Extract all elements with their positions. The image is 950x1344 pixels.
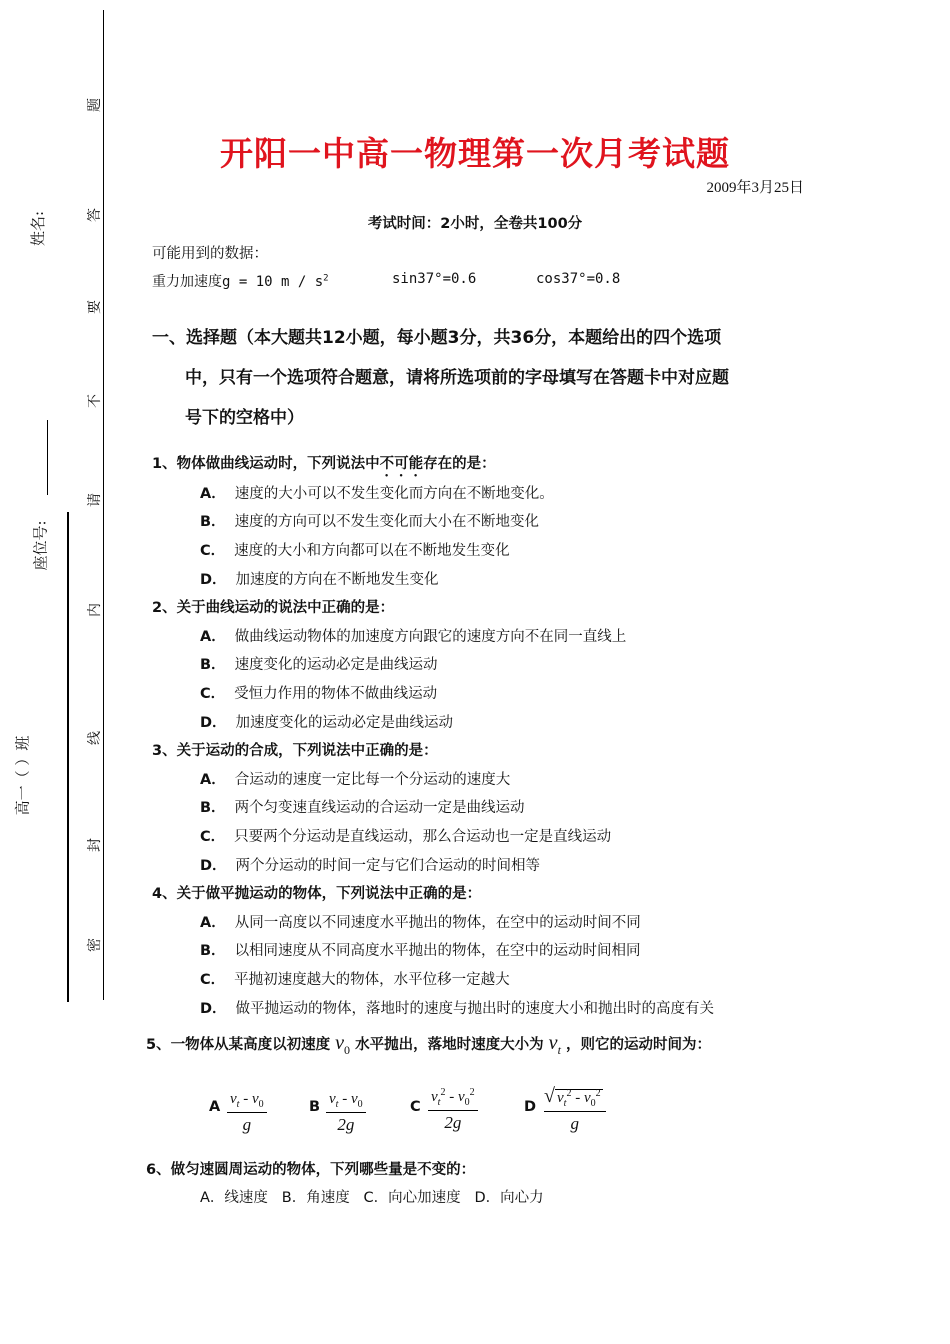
name-label: 姓名: xyxy=(29,210,48,247)
q2-a-letter: A． xyxy=(200,629,226,645)
q2-d-letter: D． xyxy=(200,715,227,731)
q4-a-text: 从同一高度以不同速度水平抛出的物体，在空中的运动时间不同 xyxy=(234,915,641,931)
sqrt-sign-icon: √ xyxy=(544,1085,555,1107)
question-6-stem: 6、做匀速圆周运动的物体，下列哪些量是不变的： xyxy=(146,1162,476,1178)
gravity-exponent: 2 xyxy=(323,273,329,284)
q5-option-d-fraction[interactable] xyxy=(544,1085,606,1134)
q5-b-v2: v xyxy=(350,1091,358,1107)
seat-label: 座位号: xyxy=(31,520,50,571)
question-4-stem: 4、关于做平抛运动的物体，下列说法中正确的是： xyxy=(152,886,482,902)
q1-b-letter: B． xyxy=(200,514,226,530)
seal-char-1: 题 xyxy=(87,98,103,112)
q3-d-letter: D． xyxy=(200,858,227,874)
q5-d-v2: v xyxy=(583,1090,591,1106)
q3-b-letter: B． xyxy=(200,800,226,816)
q3-d-text: 两个分运动的时间一定与它们合运动的时间相等 xyxy=(235,858,541,874)
q4-c-text: 平抛初速度越大的物体，水平位移一定越大 xyxy=(234,972,510,988)
seal-char-3: 要 xyxy=(87,300,103,314)
constant-sin: sin37°=0.6 xyxy=(392,271,477,287)
q5-b-sub2: 0 xyxy=(357,1099,363,1110)
q5-d-sup2: 2 xyxy=(595,1088,601,1099)
q5-c-sup1: 2 xyxy=(440,1087,446,1098)
gravity-text: 重力加速度g = 10 m / s xyxy=(152,274,324,290)
seal-char-7: 线 xyxy=(87,731,103,745)
q2-b-letter: B． xyxy=(200,657,226,673)
question-2-stem: 2、关于曲线运动的说法中正确的是： xyxy=(152,600,395,616)
q5-d-denominator: g xyxy=(570,1114,580,1133)
q4-d-letter: D． xyxy=(200,1001,227,1017)
q1-c-letter: C． xyxy=(200,543,226,559)
q2-c-letter: C． xyxy=(200,686,226,702)
q5-option-a-label[interactable]: A xyxy=(209,1099,221,1115)
q5-a-sub2: 0 xyxy=(258,1099,264,1110)
q5-c-denominator: 2g xyxy=(444,1113,462,1132)
q4-option-c[interactable] xyxy=(200,968,510,989)
q5-v0-symbol: v xyxy=(335,1032,345,1054)
q3-a-text: 合运动的速度一定比每一个分运动的速度大 xyxy=(234,772,511,788)
q5-d-sup1: 2 xyxy=(566,1088,572,1099)
q3-option-c[interactable] xyxy=(200,825,611,846)
binding-line-left xyxy=(67,512,69,1002)
q1-stem-post: 存在的是： xyxy=(423,456,496,472)
q4-option-b[interactable] xyxy=(200,939,641,960)
q4-b-letter: B． xyxy=(200,943,226,959)
q4-c-letter: C． xyxy=(200,972,226,988)
q3-c-letter: C． xyxy=(200,829,226,845)
q1-option-b[interactable] xyxy=(200,510,539,531)
q3-option-d[interactable] xyxy=(200,854,540,875)
q2-b-text: 速度变化的运动必定是曲线运动 xyxy=(234,657,438,673)
q6-options[interactable]: A．线速度 B．角速度 C．向心加速度 D．向心力 xyxy=(200,1190,544,1206)
q5-option-b-label[interactable]: B xyxy=(309,1099,321,1115)
q1-stem-emph: 不可能 xyxy=(379,456,424,472)
constant-gravity xyxy=(152,271,329,291)
q5-a-v1: v xyxy=(230,1091,237,1107)
q1-option-d[interactable] xyxy=(200,568,439,589)
seal-char-9: 密 xyxy=(87,938,103,952)
class-label: 高一（ ）班 xyxy=(13,735,32,816)
q5-a-v2: v xyxy=(251,1091,259,1107)
page-title: 开阳一中高一物理第一次月考试题 xyxy=(220,134,730,173)
seal-char-5: 请 xyxy=(87,493,103,507)
section-heading xyxy=(152,318,812,438)
q2-a-text: 做曲线运动物体的加速度方向跟它的速度方向不在同一直线上 xyxy=(234,629,627,645)
q2-option-a[interactable] xyxy=(200,625,626,646)
q5-vt-sub: t xyxy=(557,1043,561,1057)
q1-option-a[interactable] xyxy=(200,482,554,503)
q1-option-c[interactable] xyxy=(200,539,510,560)
q5-vt-symbol: v xyxy=(548,1032,558,1054)
q5-d-v1: v xyxy=(556,1090,564,1106)
q5-b-denominator: 2g xyxy=(337,1115,355,1134)
q5-stem-b: 水平抛出，落地时速度大小为 xyxy=(355,1037,544,1053)
q5-c-numerator xyxy=(428,1087,478,1111)
q5-vt xyxy=(548,1032,561,1057)
seal-char-8: 封 xyxy=(87,838,103,852)
q5-d-radicand xyxy=(555,1088,603,1109)
exam-time: 考试时间：2小时，全卷共100分 xyxy=(367,216,583,232)
q4-a-letter: A． xyxy=(200,915,226,931)
q5-option-c-label[interactable]: C xyxy=(410,1099,421,1115)
q5-v0-sub: 0 xyxy=(344,1043,351,1057)
seal-char-6: 内 xyxy=(87,603,103,617)
q2-option-d[interactable] xyxy=(200,711,453,732)
exam-date: 2009年3月25日 xyxy=(706,180,804,196)
question-1-stem xyxy=(152,452,496,480)
q3-b-text: 两个匀变速直线运动的合运动一定是曲线运动 xyxy=(234,800,525,816)
section-heading-line3: 号下的空格中） xyxy=(185,408,304,428)
seal-char-2: 答 xyxy=(87,208,103,222)
q4-option-d[interactable] xyxy=(200,997,714,1018)
q5-c-minus: - xyxy=(445,1089,458,1105)
q4-b-text: 以相同速度从不同高度水平抛出的物体，在空中的运动时间相同 xyxy=(234,943,641,959)
section-heading-line2: 中，只有一个选项符合题意，请将所选项前的字母填写在答题卡中对应题 xyxy=(185,368,729,388)
q1-a-text: 速度的大小可以不发生变化而方向在不断地变化。 xyxy=(234,486,554,502)
q5-c-sup2: 2 xyxy=(469,1087,475,1098)
constant-cos: cos37°=0.8 xyxy=(536,271,621,287)
q1-stem-pre: 1、物体做曲线运动时，下列说法中 xyxy=(152,456,380,472)
section-heading-line1: 一、选择题（本大题共12小题，每小题3分，共36分，本题给出的四个选项 xyxy=(152,328,722,348)
q5-a-denominator: g xyxy=(242,1115,252,1134)
q5-b-minus: - xyxy=(338,1091,351,1107)
q2-option-b[interactable] xyxy=(200,653,438,674)
q4-option-a[interactable] xyxy=(200,911,641,932)
q3-option-b[interactable] xyxy=(200,796,525,817)
q5-option-b-fraction[interactable] xyxy=(326,1091,366,1135)
q5-c-v2: v xyxy=(457,1089,465,1105)
q1-d-letter: D． xyxy=(200,572,227,588)
q2-option-c[interactable] xyxy=(200,682,437,703)
q5-d-sub1: t xyxy=(563,1098,567,1109)
q5-a-numerator xyxy=(227,1091,267,1113)
q5-d-numerator xyxy=(544,1085,606,1112)
q5-b-v1: v xyxy=(329,1091,336,1107)
question-5-stem xyxy=(146,1032,711,1058)
constants-label: 可能用到的数据： xyxy=(152,246,268,262)
q3-c-text: 只要两个分运动是直线运动，那么合运动也一定是直线运动 xyxy=(234,829,612,845)
q5-c-v1: v xyxy=(431,1089,438,1105)
q5-stem-a: 5、一物体从某高度以初速度 xyxy=(146,1037,331,1053)
seat-underline xyxy=(47,420,48,495)
q5-v0 xyxy=(335,1032,351,1057)
q1-c-text: 速度的大小和方向都可以在不断地发生变化 xyxy=(234,543,510,559)
q5-option-a-fraction[interactable] xyxy=(227,1091,267,1135)
q1-a-letter: A． xyxy=(200,486,226,502)
q5-a-minus: - xyxy=(239,1091,252,1107)
q5-option-c-fraction[interactable] xyxy=(428,1087,478,1133)
question-3-stem: 3、关于运动的合成，下列说法中正确的是： xyxy=(152,743,438,759)
seal-char-4: 不 xyxy=(87,394,103,408)
q3-a-letter: A． xyxy=(200,772,226,788)
q5-a-sub1: t xyxy=(236,1099,240,1110)
q1-d-text: 加速度的方向在不断地发生变化 xyxy=(235,572,439,588)
q3-option-a[interactable] xyxy=(200,768,510,789)
q1-b-text: 速度的方向可以不发生变化而大小在不断地变化 xyxy=(234,514,540,530)
q5-b-sub1: t xyxy=(335,1099,339,1110)
q2-d-text: 加速度变化的运动必定是曲线运动 xyxy=(235,715,454,731)
q5-c-sub2: 0 xyxy=(464,1097,470,1108)
q5-b-numerator xyxy=(326,1091,366,1113)
q5-c-sub1: t xyxy=(437,1097,441,1108)
q5-stem-c: ，则它的运动时间为： xyxy=(565,1037,711,1053)
q5-d-minus: - xyxy=(571,1090,584,1106)
q5-option-d-label[interactable]: D xyxy=(524,1099,537,1115)
q5-d-sub2: 0 xyxy=(590,1098,596,1109)
q2-c-text: 受恒力作用的物体不做曲线运动 xyxy=(234,686,438,702)
q4-d-text: 做平抛运动的物体，落地时的速度与抛出时的速度大小和抛出时的高度有关 xyxy=(235,1001,715,1017)
